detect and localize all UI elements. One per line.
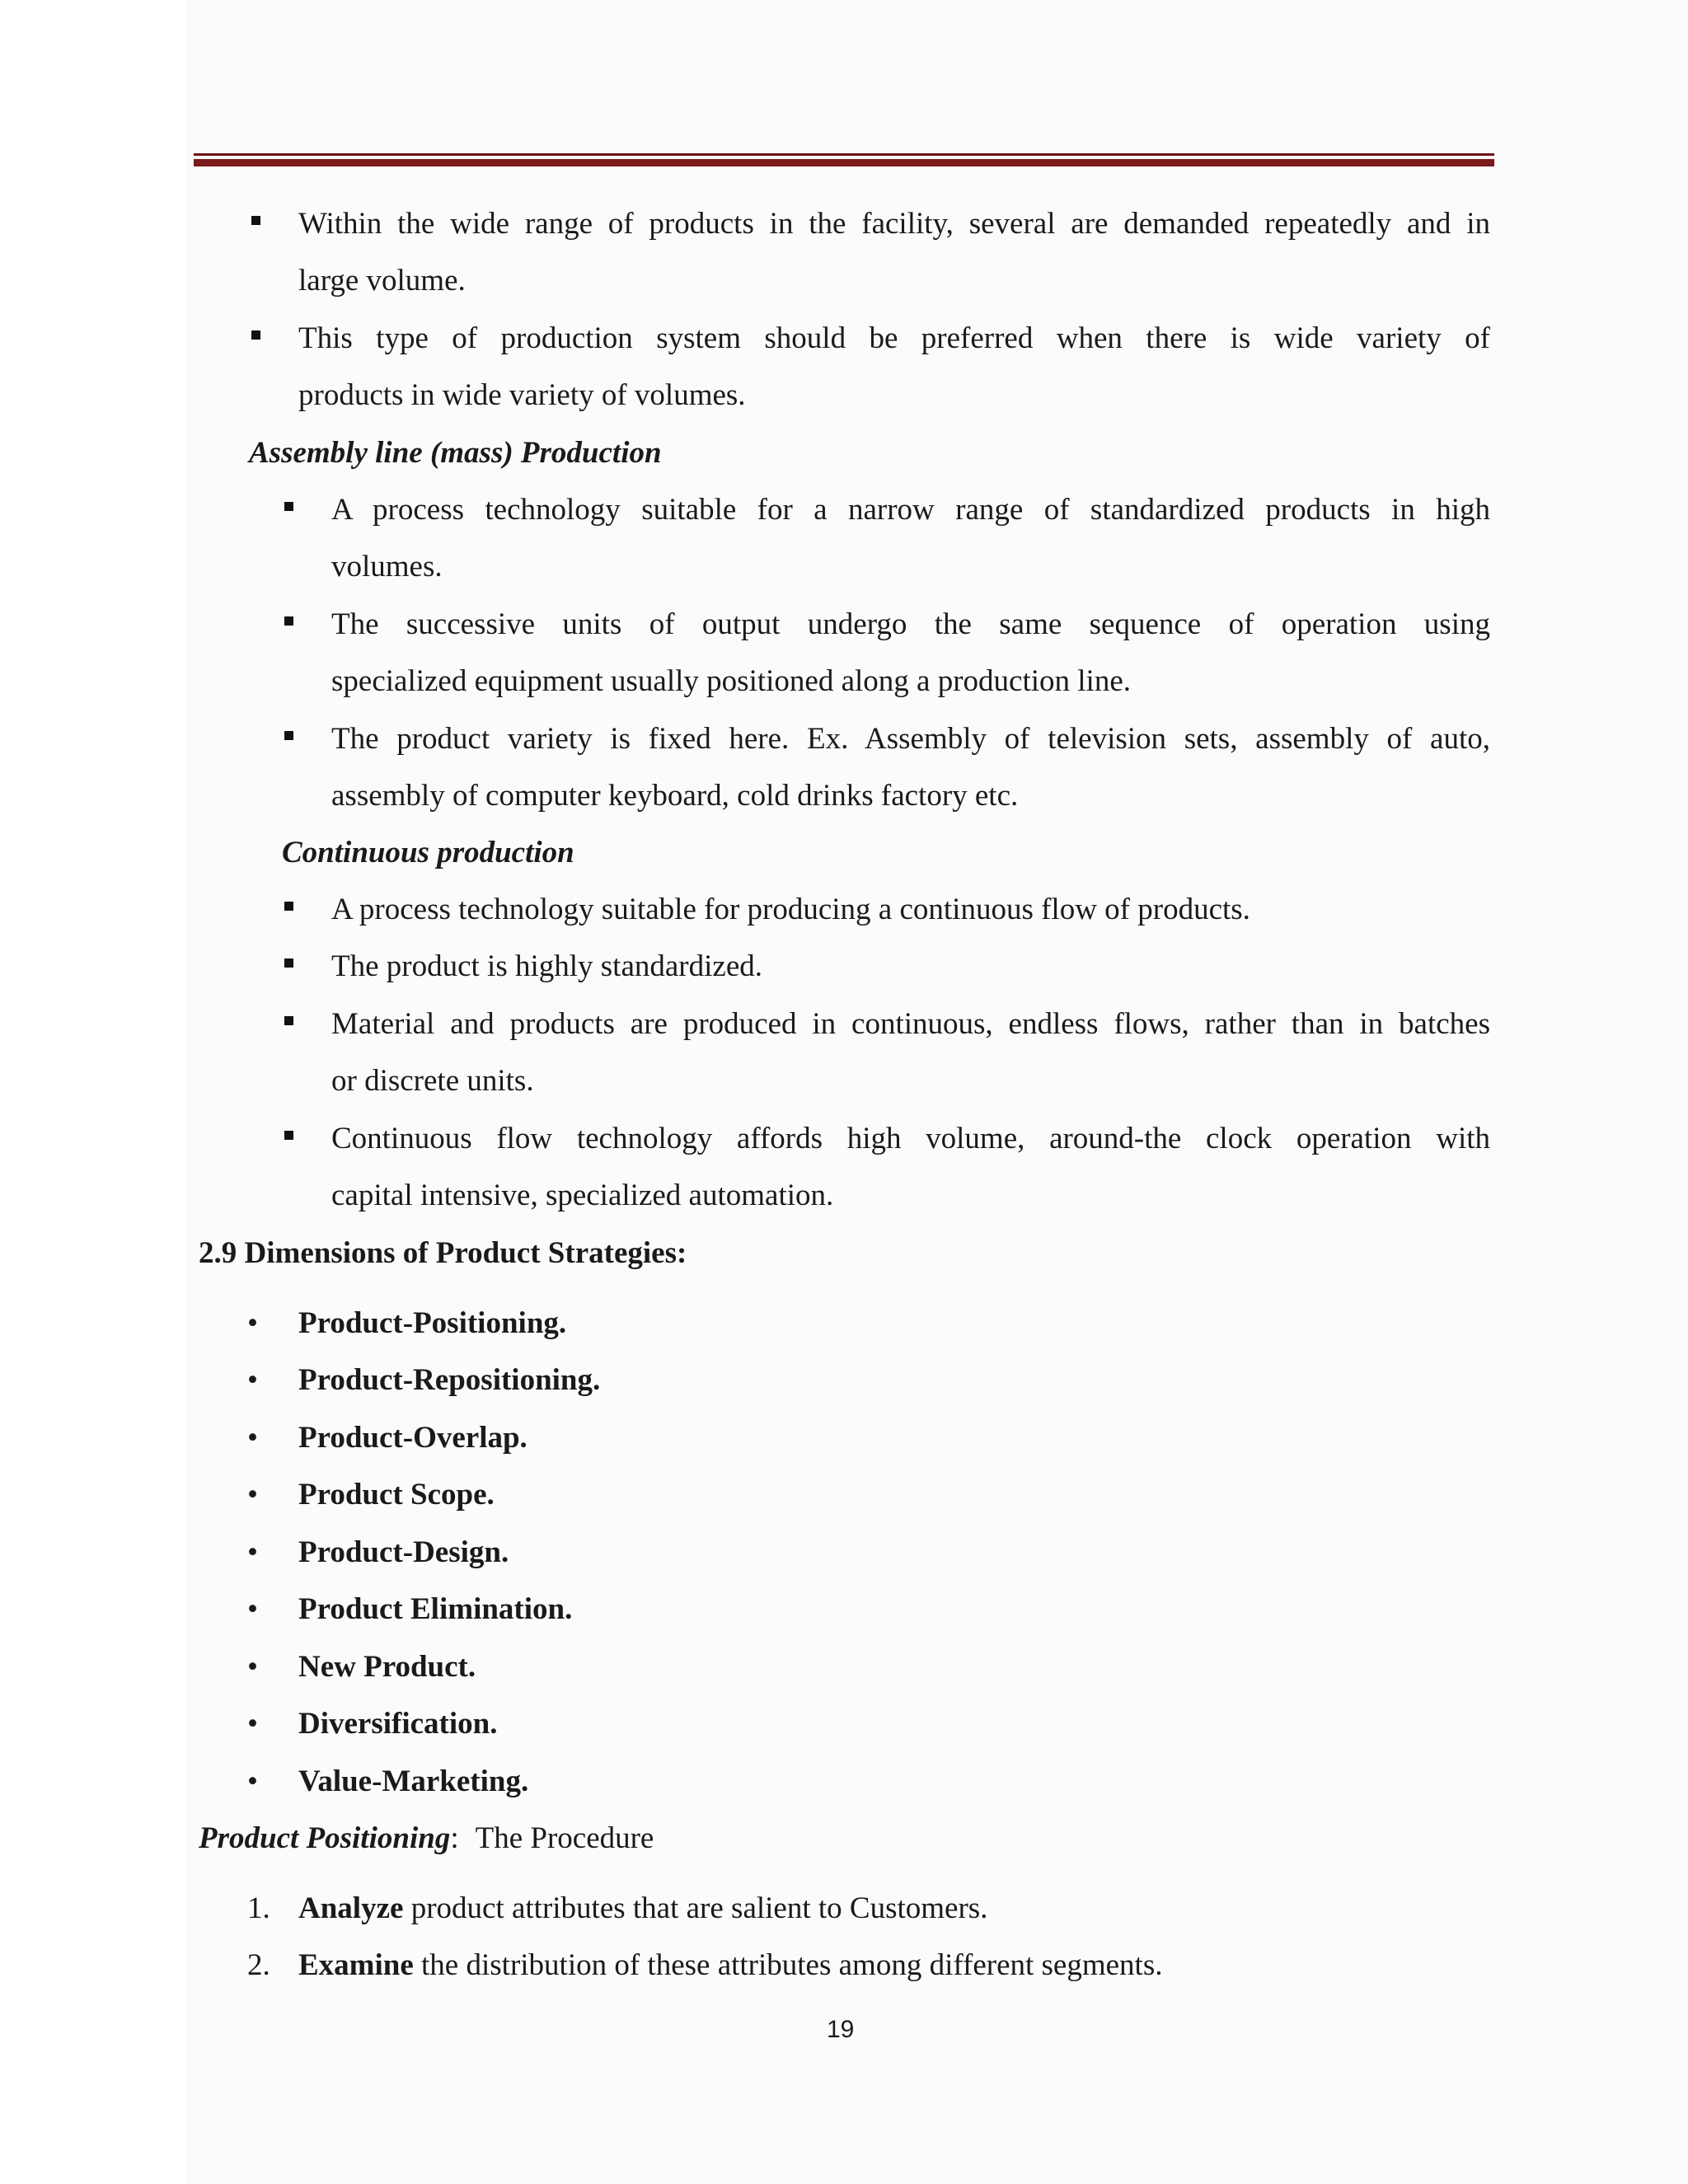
bullet-dot-icon: •	[247, 1765, 258, 1798]
step-keyword: Analyze	[298, 1891, 404, 1925]
square-bullet-icon	[251, 330, 260, 340]
square-bullet-icon	[284, 958, 293, 968]
square-bullet-icon	[284, 1131, 293, 1140]
square-bullet-icon	[284, 502, 293, 511]
step-number: 1.	[247, 1891, 270, 1925]
continuous-heading: Continuous production	[282, 836, 574, 869]
page-number: 19	[827, 2016, 855, 2043]
step-text	[298, 1950, 1163, 1980]
positioning-line	[199, 1823, 654, 1854]
step-number: 2.	[247, 1948, 270, 1982]
bullet-text: Continuous flow technology affords high volume, around-the clock operation with	[331, 1122, 1490, 1155]
section-heading: 2.9 Dimensions of Product Strategies:	[199, 1236, 687, 1270]
square-bullet-icon	[284, 902, 293, 911]
dimension-item: Product-Design.	[298, 1535, 509, 1569]
bullet-text: assembly of computer keyboard, cold drinks factory etc.	[331, 779, 1019, 813]
dimension-item: Value-Marketing.	[298, 1765, 529, 1798]
bullet-dot-icon: •	[247, 1535, 258, 1569]
bullet-text: volumes.	[331, 550, 443, 583]
dimension-item: Product-Repositioning.	[298, 1363, 601, 1397]
bullet-dot-icon: •	[247, 1363, 258, 1397]
bullet-text: or discrete units.	[331, 1064, 534, 1098]
square-bullet-icon	[284, 731, 293, 740]
step-text	[298, 1893, 987, 1924]
bullet-dot-icon: •	[247, 1707, 258, 1741]
bullet-text: This type of production system should be preferred when there is wide variety of	[298, 321, 1490, 355]
bullet-dot-icon: •	[247, 1421, 258, 1455]
bullet-dot-icon: •	[247, 1592, 258, 1626]
positioning-colon: :	[450, 1821, 459, 1855]
bullet-text: A process technology suitable for a narrow range of standardized products in high	[331, 493, 1490, 527]
bullet-dot-icon: •	[247, 1306, 258, 1340]
bullet-text: The product variety is fixed here. Ex. Assembly of television sets, assembly of auto,	[331, 722, 1490, 756]
assembly-heading: Assembly line (mass) Production	[249, 436, 662, 470]
positioning-rest: The Procedure	[475, 1821, 654, 1855]
positioning-label: Product Positioning	[199, 1821, 451, 1855]
bullet-text: large volume.	[298, 264, 466, 298]
bullet-text: Material and products are produced in continuous, endless flows, rather than in batches	[331, 1007, 1490, 1041]
dimension-item: Product Elimination.	[298, 1592, 573, 1626]
bullet-text: capital intensive, specialized automation.	[331, 1179, 834, 1212]
bullet-text: A process technology suitable for producing a continuous flow of products.	[331, 893, 1250, 926]
square-bullet-icon	[284, 616, 293, 626]
dimension-item: Product-Overlap.	[298, 1421, 528, 1455]
bullet-text: The successive units of output undergo the same sequence of operation using	[331, 607, 1490, 641]
bullet-text: Within the wide range of products in the facility, several are demanded repeatedly and in	[298, 207, 1490, 241]
step-keyword: Examine	[298, 1948, 414, 1982]
dimension-item: Product Scope.	[298, 1478, 495, 1511]
square-bullet-icon	[284, 1016, 293, 1025]
dimension-item: Product-Positioning.	[298, 1306, 567, 1340]
bullet-dot-icon: •	[247, 1650, 258, 1684]
step-rest: product attributes that are salient to Customers.	[403, 1891, 988, 1925]
bullet-text: specialized equipment usually positioned along a production line.	[331, 664, 1131, 698]
dimension-item: New Product.	[298, 1650, 476, 1684]
step-rest: the distribution of these attributes among different segments.	[413, 1948, 1163, 1982]
square-bullet-icon	[251, 216, 260, 225]
bullet-text: The product is highly standardized.	[331, 949, 763, 983]
bullet-text: products in wide variety of volumes.	[298, 378, 746, 412]
bullet-dot-icon: •	[247, 1478, 258, 1511]
dimension-item: Diversification.	[298, 1707, 498, 1741]
